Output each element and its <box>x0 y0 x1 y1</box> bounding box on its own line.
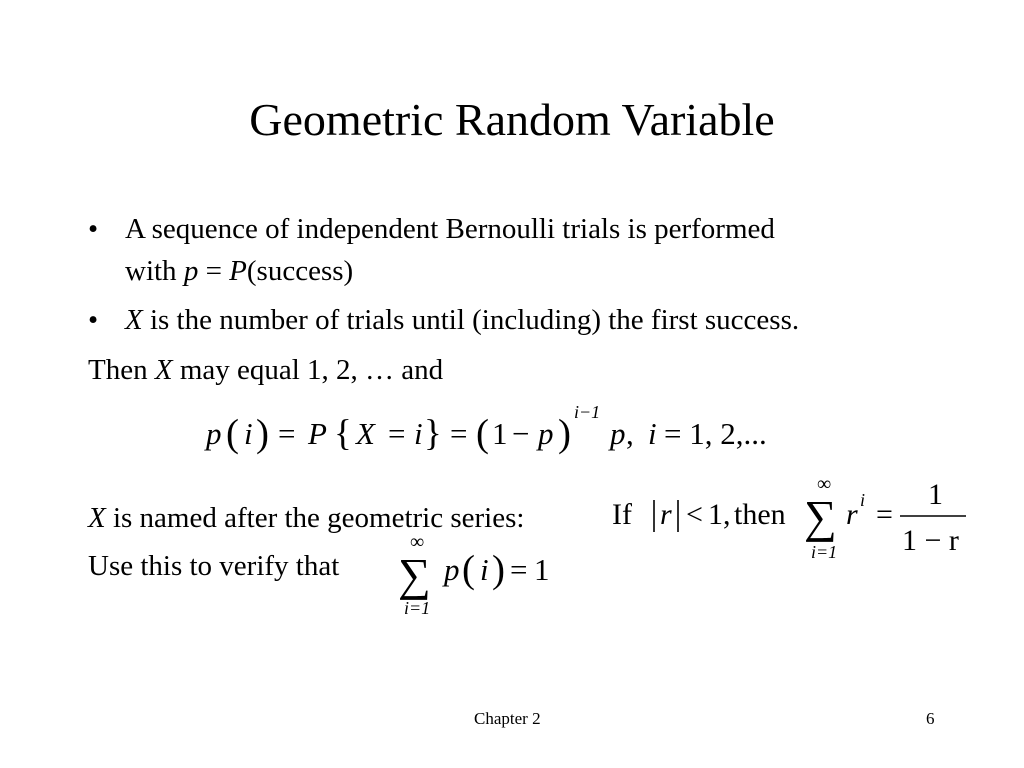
footer-chapter: Chapter 2 <box>474 709 541 728</box>
pmf-p: p <box>206 416 222 451</box>
verify-formula <box>392 528 572 622</box>
pmf-p-3: p <box>610 416 626 451</box>
bullet-1-line-2 <box>125 251 353 291</box>
bullet-dot-icon: • <box>88 213 99 245</box>
verify-eq: = <box>510 552 528 587</box>
sigma-icon: ∑ <box>804 491 837 542</box>
series-r-power: r <box>846 498 858 531</box>
var-X: X <box>125 304 143 336</box>
paren-right-icon: ) <box>256 412 269 455</box>
sum-bottom: i=1 <box>404 598 431 618</box>
pmf-X: X <box>356 416 375 451</box>
pmf-minus: − <box>512 416 530 451</box>
sum-bottom: i=1 <box>811 542 838 562</box>
pmf-one: 1 <box>492 416 508 451</box>
paren-right-icon: ) <box>492 548 505 591</box>
geometric-series-formula <box>606 470 986 570</box>
pmf-eq-3: = <box>450 416 468 451</box>
series-i-exp: i <box>860 490 866 510</box>
success-text: (success) <box>246 255 354 287</box>
pmf-i-3: i <box>648 416 657 451</box>
footer-page-number: 6 <box>926 709 935 728</box>
sum-top: ∞ <box>817 473 832 495</box>
bullet-item-2 <box>88 300 948 342</box>
pmf-range: = 1, 2,... <box>664 416 767 451</box>
pmf-formula <box>196 400 796 462</box>
var-X: X <box>88 502 106 534</box>
sigma-icon: ∑ <box>398 549 431 600</box>
equals-sign: = <box>198 255 230 287</box>
verify-line <box>88 546 339 586</box>
paren-left-icon: ( <box>476 412 489 455</box>
frac-numerator: 1 <box>928 478 943 511</box>
var-p: p <box>183 255 199 287</box>
bullet-2-body: is the number of trials until (including) the first success. <box>142 304 800 336</box>
verify-i: i <box>480 552 489 587</box>
brace-right-icon: } <box>424 413 442 454</box>
brace-left-icon: { <box>334 413 352 454</box>
var-P: P <box>229 255 247 287</box>
paren-left-icon: ( <box>226 412 239 455</box>
var-X: X <box>154 354 173 386</box>
bullet-1-with: with <box>125 255 184 287</box>
bullet-2-text <box>125 300 799 340</box>
pmf-p-2: p <box>538 416 554 451</box>
pmf-eq-1: = <box>278 416 296 451</box>
pmf-P: P <box>308 416 327 451</box>
verify-one: 1 <box>534 552 550 587</box>
pmf-comma: , <box>626 416 634 451</box>
sum-top: ∞ <box>410 531 425 553</box>
series-if: If <box>612 498 632 531</box>
pmf-exponent: i−1 <box>574 402 601 422</box>
series-eq: = <box>876 498 893 531</box>
bullet-item-1 <box>88 209 948 293</box>
paren-right-icon: ) <box>558 412 571 455</box>
pmf-i: i <box>244 416 253 451</box>
then-line <box>88 350 443 390</box>
slide-title: Geometric Random Variable <box>249 94 775 145</box>
verify-p: p <box>444 552 460 587</box>
bullet-dot-icon: • <box>88 304 99 336</box>
bullet-1-line-1: A sequence of independent Bernoulli trials is performed <box>125 213 775 245</box>
pmf-i-2: i <box>414 416 423 451</box>
series-one: 1, <box>708 498 731 531</box>
then-suffix: may equal 1, 2, … and <box>172 354 444 386</box>
paren-left-icon: ( <box>462 548 475 591</box>
series-then: then <box>734 498 786 531</box>
frac-denominator: 1 − r <box>902 524 959 557</box>
then-prefix: Then <box>88 354 155 386</box>
series-lt: < <box>686 498 703 531</box>
verify-text: Use this to verify that <box>88 550 340 582</box>
pmf-eq-2: = <box>388 416 406 451</box>
series-text: is named after the geometric series: <box>105 502 525 534</box>
series-r: r <box>660 498 672 531</box>
